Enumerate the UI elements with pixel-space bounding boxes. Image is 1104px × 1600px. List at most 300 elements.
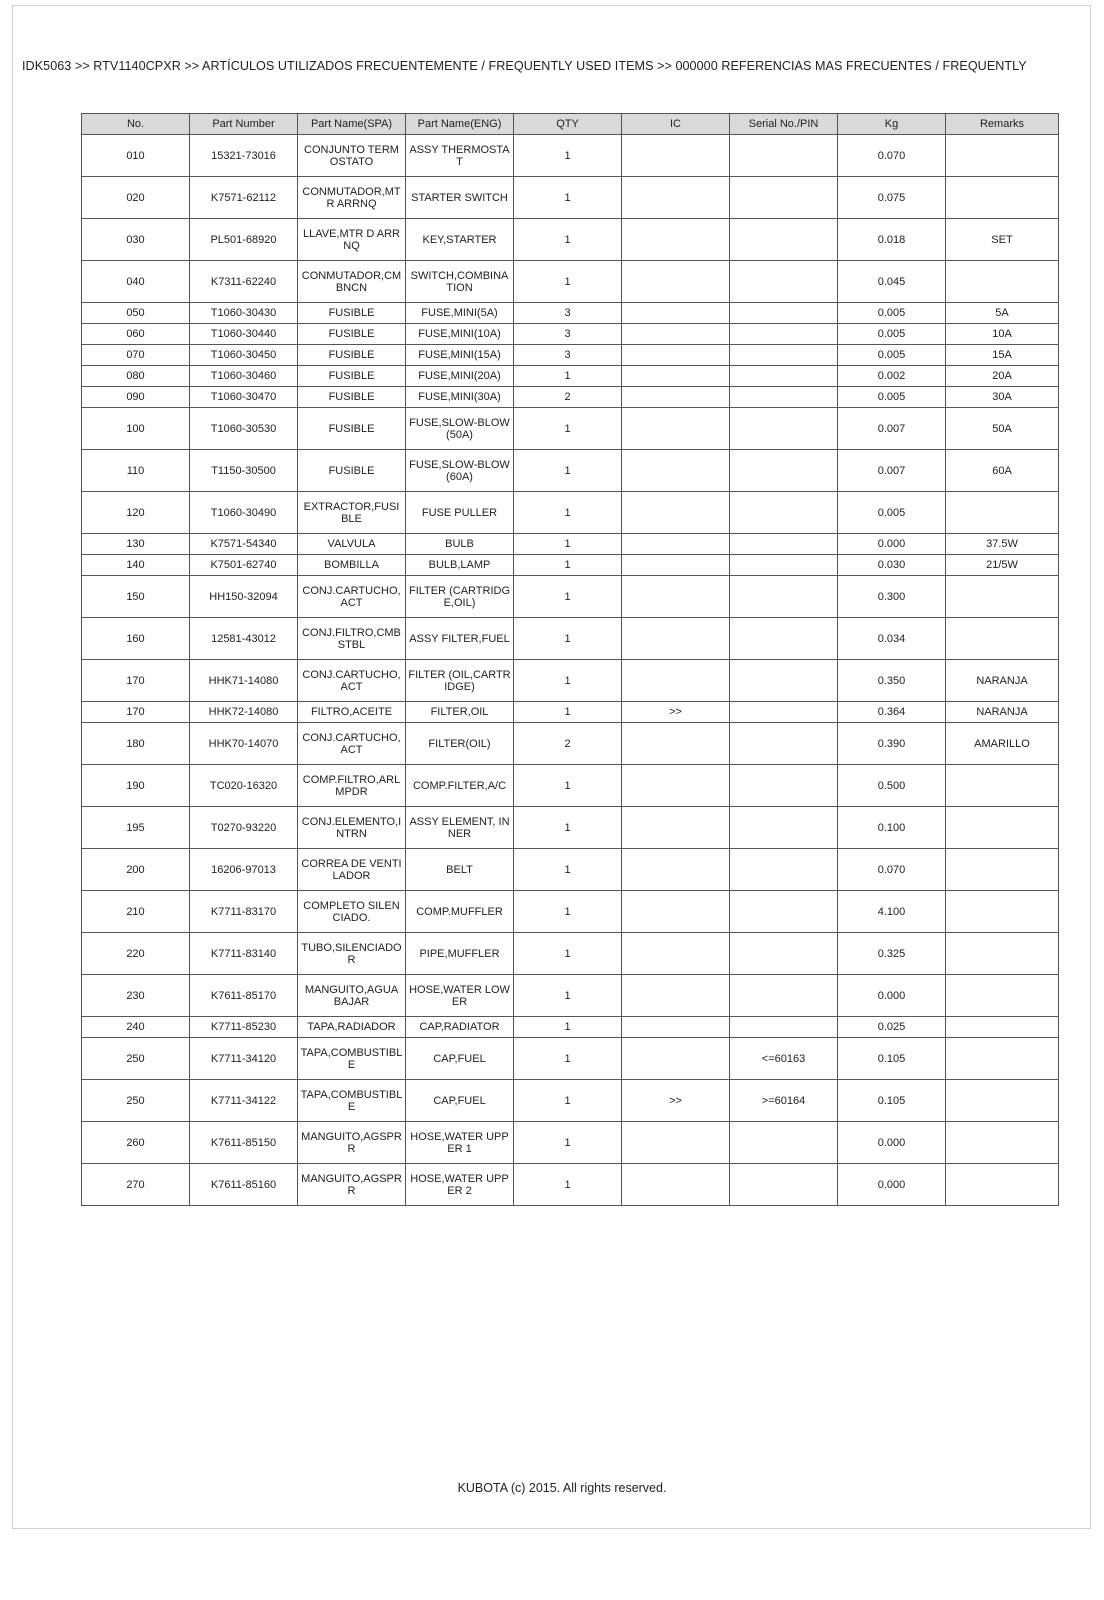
header-part-number: Part Number <box>190 114 298 135</box>
cell-remarks <box>946 1038 1059 1080</box>
cell-serial <box>730 849 838 891</box>
cell-ic <box>622 324 730 345</box>
table-row <box>82 1122 1059 1164</box>
cell-no: 090 <box>82 387 190 408</box>
table-row <box>82 303 1059 324</box>
header-remarks: Remarks <box>946 114 1059 135</box>
cell-part-name-eng: BULB <box>406 534 514 555</box>
table-row <box>82 618 1059 660</box>
cell-part-name-spa: CONJUNTO TERMOSTATO <box>298 135 406 177</box>
cell-serial <box>730 387 838 408</box>
cell-serial <box>730 324 838 345</box>
cell-kg: 0.005 <box>838 303 946 324</box>
cell-part-name-eng: CAP,RADIATOR <box>406 1017 514 1038</box>
cell-no: 020 <box>82 177 190 219</box>
cell-qty: 1 <box>514 933 622 975</box>
cell-part-number: K7311-62240 <box>190 261 298 303</box>
table-row <box>82 261 1059 303</box>
cell-part-name-spa: MANGUITO,AGSPRR <box>298 1122 406 1164</box>
header-part-name-spa: Part Name(SPA) <box>298 114 406 135</box>
cell-remarks: 50A <box>946 408 1059 450</box>
cell-part-name-spa: CONMUTADOR,MTR ARRNQ <box>298 177 406 219</box>
cell-no: 120 <box>82 492 190 534</box>
cell-qty: 1 <box>514 261 622 303</box>
cell-part-number: T0270-93220 <box>190 807 298 849</box>
cell-no: 010 <box>82 135 190 177</box>
cell-kg: 0.390 <box>838 723 946 765</box>
cell-qty: 1 <box>514 135 622 177</box>
cell-part-name-eng: FUSE,SLOW-BLOW (50A) <box>406 408 514 450</box>
cell-part-name-eng: SWITCH,COMBINATION <box>406 261 514 303</box>
cell-kg: 0.105 <box>838 1080 946 1122</box>
cell-serial <box>730 702 838 723</box>
cell-serial <box>730 261 838 303</box>
cell-part-name-eng: FUSE,MINI(5A) <box>406 303 514 324</box>
cell-part-name-eng: FUSE PULLER <box>406 492 514 534</box>
cell-qty: 1 <box>514 618 622 660</box>
cell-part-number: K7501-62740 <box>190 555 298 576</box>
cell-kg: 0.070 <box>838 135 946 177</box>
table-row <box>82 975 1059 1017</box>
cell-kg: 0.002 <box>838 366 946 387</box>
cell-qty: 1 <box>514 492 622 534</box>
cell-remarks <box>946 849 1059 891</box>
cell-kg: 0.000 <box>838 1122 946 1164</box>
cell-remarks <box>946 177 1059 219</box>
cell-part-number: K7711-34122 <box>190 1080 298 1122</box>
cell-qty: 1 <box>514 807 622 849</box>
cell-qty: 1 <box>514 408 622 450</box>
table-row <box>82 723 1059 765</box>
header-no: No. <box>82 114 190 135</box>
cell-serial <box>730 303 838 324</box>
cell-part-name-eng: FILTER (CARTRIDGE,OIL) <box>406 576 514 618</box>
cell-part-number: K7711-85230 <box>190 1017 298 1038</box>
cell-serial <box>730 660 838 702</box>
cell-kg: 0.034 <box>838 618 946 660</box>
cell-remarks <box>946 891 1059 933</box>
cell-ic <box>622 450 730 492</box>
cell-no: 150 <box>82 576 190 618</box>
cell-serial <box>730 933 838 975</box>
cell-part-name-spa: COMPLETO SILENCIADO. <box>298 891 406 933</box>
parts-table-body <box>82 135 1059 1206</box>
cell-part-number: HHK72-14080 <box>190 702 298 723</box>
cell-part-number: HHK70-14070 <box>190 723 298 765</box>
cell-kg: 0.325 <box>838 933 946 975</box>
cell-no: 230 <box>82 975 190 1017</box>
cell-qty: 1 <box>514 702 622 723</box>
table-row <box>82 492 1059 534</box>
cell-kg: 0.105 <box>838 1038 946 1080</box>
table-header-row <box>82 114 1059 135</box>
cell-qty: 1 <box>514 219 622 261</box>
cell-part-name-spa: FUSIBLE <box>298 366 406 387</box>
cell-no: 050 <box>82 303 190 324</box>
cell-ic <box>622 765 730 807</box>
cell-remarks: 60A <box>946 450 1059 492</box>
cell-qty: 1 <box>514 450 622 492</box>
cell-part-name-spa: FUSIBLE <box>298 387 406 408</box>
table-row <box>82 660 1059 702</box>
cell-remarks <box>946 618 1059 660</box>
cell-part-number: K7711-83140 <box>190 933 298 975</box>
cell-qty: 1 <box>514 1164 622 1206</box>
table-row <box>82 891 1059 933</box>
cell-qty: 2 <box>514 387 622 408</box>
cell-ic <box>622 261 730 303</box>
cell-ic <box>622 1038 730 1080</box>
cell-ic <box>622 660 730 702</box>
cell-part-name-spa: CONMUTADOR,CMBNCN <box>298 261 406 303</box>
cell-remarks: 20A <box>946 366 1059 387</box>
cell-ic <box>622 177 730 219</box>
cell-part-number: K7571-54340 <box>190 534 298 555</box>
cell-no: 200 <box>82 849 190 891</box>
header-ic: IC <box>622 114 730 135</box>
cell-remarks: 37.5W <box>946 534 1059 555</box>
cell-no: 190 <box>82 765 190 807</box>
cell-serial <box>730 450 838 492</box>
cell-part-name-eng: FILTER (OIL,CARTRIDGE) <box>406 660 514 702</box>
cell-kg: 0.005 <box>838 345 946 366</box>
table-row <box>82 387 1059 408</box>
cell-part-name-spa: COMP.FILTRO,ARLMPDR <box>298 765 406 807</box>
parts-table <box>81 113 1059 1206</box>
cell-ic <box>622 219 730 261</box>
cell-no: 260 <box>82 1122 190 1164</box>
cell-no: 220 <box>82 933 190 975</box>
cell-qty: 1 <box>514 534 622 555</box>
cell-no: 070 <box>82 345 190 366</box>
cell-kg: 0.350 <box>838 660 946 702</box>
cell-part-name-spa: EXTRACTOR,FUSIBLE <box>298 492 406 534</box>
cell-no: 060 <box>82 324 190 345</box>
cell-no: 080 <box>82 366 190 387</box>
cell-part-name-eng: FUSE,MINI(15A) <box>406 345 514 366</box>
cell-no: 170 <box>82 702 190 723</box>
header-kg: Kg <box>838 114 946 135</box>
cell-part-number: K7571-62112 <box>190 177 298 219</box>
table-row <box>82 933 1059 975</box>
cell-serial <box>730 1164 838 1206</box>
cell-qty: 1 <box>514 576 622 618</box>
cell-remarks <box>946 135 1059 177</box>
cell-serial <box>730 408 838 450</box>
cell-part-name-spa: VALVULA <box>298 534 406 555</box>
cell-ic <box>622 387 730 408</box>
cell-remarks: 10A <box>946 324 1059 345</box>
cell-part-name-spa: CONJ.ELEMENTO,INTRN <box>298 807 406 849</box>
cell-part-name-spa: FUSIBLE <box>298 408 406 450</box>
cell-serial <box>730 177 838 219</box>
cell-part-name-spa: FUSIBLE <box>298 303 406 324</box>
cell-qty: 1 <box>514 891 622 933</box>
table-row <box>82 555 1059 576</box>
cell-serial <box>730 975 838 1017</box>
cell-remarks <box>946 1080 1059 1122</box>
cell-ic <box>622 723 730 765</box>
cell-remarks: NARANJA <box>946 702 1059 723</box>
cell-serial <box>730 555 838 576</box>
cell-part-name-eng: STARTER SWITCH <box>406 177 514 219</box>
cell-remarks: 21/5W <box>946 555 1059 576</box>
cell-no: 030 <box>82 219 190 261</box>
cell-qty: 1 <box>514 1017 622 1038</box>
cell-part-number: T1060-30470 <box>190 387 298 408</box>
cell-part-name-spa: CORREA DE VENTILADOR <box>298 849 406 891</box>
table-row <box>82 219 1059 261</box>
cell-kg: 0.100 <box>838 807 946 849</box>
cell-qty: 1 <box>514 555 622 576</box>
cell-ic <box>622 345 730 366</box>
cell-part-name-eng: BELT <box>406 849 514 891</box>
table-row <box>82 702 1059 723</box>
cell-serial <box>730 345 838 366</box>
cell-qty: 1 <box>514 177 622 219</box>
cell-part-number: K7611-85170 <box>190 975 298 1017</box>
cell-kg: 0.075 <box>838 177 946 219</box>
table-row <box>82 177 1059 219</box>
footer-copyright: KUBOTA (c) 2015. All rights reserved. <box>457 1481 667 1495</box>
cell-part-name-eng: ASSY FILTER,FUEL <box>406 618 514 660</box>
cell-part-name-spa: FUSIBLE <box>298 345 406 366</box>
cell-part-name-eng: FUSE,MINI(30A) <box>406 387 514 408</box>
cell-remarks <box>946 1122 1059 1164</box>
cell-part-name-spa: CONJ.FILTRO,CMBSTBL <box>298 618 406 660</box>
cell-remarks: 30A <box>946 387 1059 408</box>
cell-kg: 0.000 <box>838 975 946 1017</box>
cell-part-number: 15321-73016 <box>190 135 298 177</box>
cell-serial <box>730 807 838 849</box>
cell-part-name-eng: FILTER,OIL <box>406 702 514 723</box>
header-qty: QTY <box>514 114 622 135</box>
cell-part-name-spa: CONJ.CARTUCHO,ACT <box>298 723 406 765</box>
cell-part-name-eng: FUSE,MINI(10A) <box>406 324 514 345</box>
cell-kg: 0.000 <box>838 534 946 555</box>
cell-serial: >=60164 <box>730 1080 838 1122</box>
cell-part-name-eng: BULB,LAMP <box>406 555 514 576</box>
cell-qty: 1 <box>514 366 622 387</box>
cell-part-name-eng: HOSE,WATER UPPER 2 <box>406 1164 514 1206</box>
breadcrumb: IDK5063 >> RTV1140CPXR >> ARTÍCULOS UTILIZADOS FRECUENTEMENTE / FREQUENTLY USED ITEMS >> 000000 REFERENCIAS MAS FRECUENTES / FREQUENTLY <box>22 59 1027 73</box>
table-row <box>82 450 1059 492</box>
cell-part-number: K7711-83170 <box>190 891 298 933</box>
table-row <box>82 534 1059 555</box>
cell-part-name-spa: TAPA,RADIADOR <box>298 1017 406 1038</box>
cell-qty: 1 <box>514 1038 622 1080</box>
cell-kg: 0.500 <box>838 765 946 807</box>
cell-qty: 1 <box>514 975 622 1017</box>
cell-part-name-eng: HOSE,WATER UPPER 1 <box>406 1122 514 1164</box>
cell-part-name-eng: FUSE,MINI(20A) <box>406 366 514 387</box>
cell-remarks <box>946 807 1059 849</box>
cell-no: 110 <box>82 450 190 492</box>
cell-ic <box>622 891 730 933</box>
cell-qty: 3 <box>514 345 622 366</box>
cell-part-number: T1060-30490 <box>190 492 298 534</box>
cell-ic <box>622 135 730 177</box>
cell-serial <box>730 492 838 534</box>
cell-no: 160 <box>82 618 190 660</box>
cell-part-number: T1060-30530 <box>190 408 298 450</box>
cell-part-number: T1150-30500 <box>190 450 298 492</box>
cell-part-name-spa: TAPA,COMBUSTIBLE <box>298 1080 406 1122</box>
cell-qty: 1 <box>514 1122 622 1164</box>
cell-serial <box>730 135 838 177</box>
table-row <box>82 1038 1059 1080</box>
cell-remarks: 15A <box>946 345 1059 366</box>
cell-part-number: 12581-43012 <box>190 618 298 660</box>
cell-serial <box>730 576 838 618</box>
cell-ic: >> <box>622 1080 730 1122</box>
cell-part-name-spa: BOMBILLA <box>298 555 406 576</box>
cell-part-number: HHK71-14080 <box>190 660 298 702</box>
header-part-name-eng: Part Name(ENG) <box>406 114 514 135</box>
cell-qty: 1 <box>514 849 622 891</box>
cell-ic <box>622 303 730 324</box>
cell-remarks: 5A <box>946 303 1059 324</box>
cell-part-name-spa: FUSIBLE <box>298 324 406 345</box>
cell-part-name-spa: CONJ.CARTUCHO,ACT <box>298 660 406 702</box>
table-row <box>82 807 1059 849</box>
cell-ic <box>622 555 730 576</box>
cell-serial: <=60163 <box>730 1038 838 1080</box>
cell-kg: 0.005 <box>838 324 946 345</box>
cell-no: 100 <box>82 408 190 450</box>
cell-part-name-eng: HOSE,WATER LOWER <box>406 975 514 1017</box>
cell-part-name-eng: ASSY ELEMENT, INNER <box>406 807 514 849</box>
cell-serial <box>730 618 838 660</box>
cell-no: 270 <box>82 1164 190 1206</box>
cell-part-number: K7611-85160 <box>190 1164 298 1206</box>
cell-serial <box>730 891 838 933</box>
cell-part-name-eng: CAP,FUEL <box>406 1080 514 1122</box>
cell-qty: 1 <box>514 765 622 807</box>
cell-part-number: K7711-34120 <box>190 1038 298 1080</box>
cell-part-name-eng: FUSE,SLOW-BLOW (60A) <box>406 450 514 492</box>
cell-part-name-spa: CONJ.CARTUCHO,ACT <box>298 576 406 618</box>
cell-no: 250 <box>82 1080 190 1122</box>
cell-remarks <box>946 1017 1059 1038</box>
cell-kg: 0.045 <box>838 261 946 303</box>
cell-qty: 3 <box>514 324 622 345</box>
cell-remarks <box>946 1164 1059 1206</box>
cell-no: 210 <box>82 891 190 933</box>
header-serial: Serial No./PIN <box>730 114 838 135</box>
cell-ic <box>622 933 730 975</box>
cell-remarks: SET <box>946 219 1059 261</box>
cell-no: 140 <box>82 555 190 576</box>
table-row <box>82 408 1059 450</box>
cell-no: 040 <box>82 261 190 303</box>
table-row <box>82 324 1059 345</box>
table-row <box>82 1164 1059 1206</box>
cell-part-name-eng: CAP,FUEL <box>406 1038 514 1080</box>
cell-part-number: T1060-30460 <box>190 366 298 387</box>
cell-part-number: T1060-30430 <box>190 303 298 324</box>
cell-no: 130 <box>82 534 190 555</box>
cell-part-name-eng: COMP.MUFFLER <box>406 891 514 933</box>
cell-no: 250 <box>82 1038 190 1080</box>
cell-serial <box>730 765 838 807</box>
cell-qty: 2 <box>514 723 622 765</box>
cell-part-name-spa: TUBO,SILENCIADOR <box>298 933 406 975</box>
cell-no: 170 <box>82 660 190 702</box>
cell-kg: 0.070 <box>838 849 946 891</box>
cell-part-name-eng: FILTER(OIL) <box>406 723 514 765</box>
cell-part-number: 16206-97013 <box>190 849 298 891</box>
cell-kg: 0.005 <box>838 492 946 534</box>
cell-part-number: HH150-32094 <box>190 576 298 618</box>
cell-ic <box>622 1122 730 1164</box>
cell-no: 240 <box>82 1017 190 1038</box>
cell-part-name-spa: MANGUITO,AGUA BAJAR <box>298 975 406 1017</box>
cell-part-name-spa: MANGUITO,AGSPRR <box>298 1164 406 1206</box>
cell-ic <box>622 576 730 618</box>
cell-kg: 0.025 <box>838 1017 946 1038</box>
cell-part-number: TC020-16320 <box>190 765 298 807</box>
cell-kg: 0.005 <box>838 387 946 408</box>
cell-part-number: T1060-30440 <box>190 324 298 345</box>
cell-ic <box>622 534 730 555</box>
cell-kg: 0.364 <box>838 702 946 723</box>
table-row <box>82 366 1059 387</box>
cell-ic <box>622 1164 730 1206</box>
cell-part-name-eng: PIPE,MUFFLER <box>406 933 514 975</box>
cell-ic: >> <box>622 702 730 723</box>
cell-ic <box>622 492 730 534</box>
cell-ic <box>622 975 730 1017</box>
cell-part-name-spa: FILTRO,ACEITE <box>298 702 406 723</box>
cell-kg: 0.300 <box>838 576 946 618</box>
cell-part-number: K7611-85150 <box>190 1122 298 1164</box>
cell-remarks <box>946 261 1059 303</box>
cell-remarks <box>946 492 1059 534</box>
table-row <box>82 1080 1059 1122</box>
cell-serial <box>730 723 838 765</box>
cell-ic <box>622 366 730 387</box>
cell-ic <box>622 408 730 450</box>
cell-part-name-eng: KEY,STARTER <box>406 219 514 261</box>
cell-qty: 1 <box>514 660 622 702</box>
cell-qty: 1 <box>514 1080 622 1122</box>
cell-part-name-eng: COMP.FILTER,A/C <box>406 765 514 807</box>
cell-serial <box>730 219 838 261</box>
cell-no: 195 <box>82 807 190 849</box>
cell-part-number: PL501-68920 <box>190 219 298 261</box>
cell-kg: 0.030 <box>838 555 946 576</box>
cell-ic <box>622 1017 730 1038</box>
table-row <box>82 345 1059 366</box>
cell-ic <box>622 618 730 660</box>
cell-ic <box>622 807 730 849</box>
cell-serial <box>730 1017 838 1038</box>
cell-ic <box>622 849 730 891</box>
cell-kg: 0.018 <box>838 219 946 261</box>
cell-remarks <box>946 933 1059 975</box>
cell-serial <box>730 534 838 555</box>
cell-no: 180 <box>82 723 190 765</box>
table-row <box>82 849 1059 891</box>
cell-part-number: T1060-30450 <box>190 345 298 366</box>
table-row <box>82 135 1059 177</box>
cell-serial <box>730 366 838 387</box>
cell-part-name-spa: TAPA,COMBUSTIBLE <box>298 1038 406 1080</box>
cell-kg: 4.100 <box>838 891 946 933</box>
cell-serial <box>730 1122 838 1164</box>
cell-kg: 0.000 <box>838 1164 946 1206</box>
